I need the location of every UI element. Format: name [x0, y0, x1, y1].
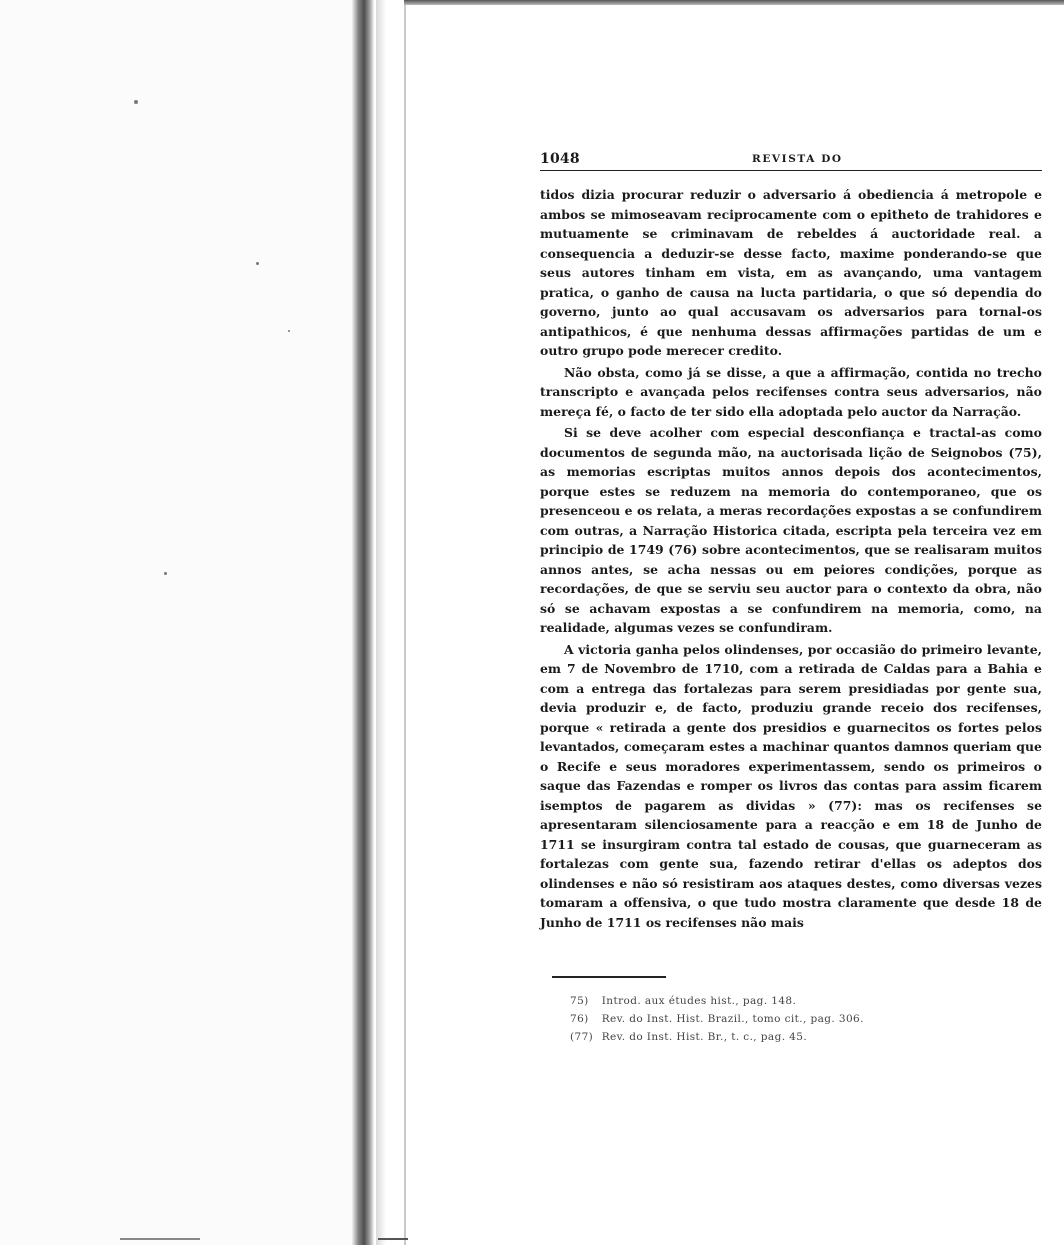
paragraph: A victoria ganha pelos olindenses, por occasião do primeiro levante, em 7 de Novembro de 1710, com a retirada de Caldas para a Bahia e com a entrega das fortalezas para serem presidiadas por gente sua, devia produzir e, de facto, produziu grande receio dos recifenses, porque « retirada a gente dos presidios e guarnecitos os fortes pelos levantados, começaram estes a machinar quantos damnos queriam que o Recife e seus moradores experimentassem, sendo os primeiros o saque das Fazendas e romper os livros das contas para assim ficarem isemptos de pagarem as dividas » (77): mas os recifenses se apresentaram silenciosamente para a reacção e em 18 de Junho de 1711 se insurgiram contra tal estado de cousas, que guarneceram as fortalezas com gente sua, fazendo retirar d'ellas os adeptos dos olindenses e não só resistiram aos ataques destes, como diversas vezes tomaram a offensiva, o que tudo mostra claramente que desde 18 de Junho de 1711 os recifenses não mais — [540, 641, 1042, 930]
paragraph: tidos dizia procurar reduzir o adversario á obediencia á metropole e ambos se mimoseavam reciprocamente com o epitheto de trahidores e mutuamente se criminavam de rebeldes á auctoridade real. a consequencia a deduzir-se desse facto, maxime ponderando-se que seus autores tinham em vista, em as avançando, uma vantagem pratica, o ganho de causa na lucta partidaria, o que só dependia do governo, junto ao qual accusavam os adversarios para tornal-os antipathicos, é que nenhuma dessas affirmações partidas de um e outro grupo pode merecer credito. — [540, 187, 1042, 358]
footnote-text: Rev. do Inst. Hist. Br., t. c., pag. 45. — [601, 1031, 808, 1043]
scan-speck — [288, 330, 290, 332]
scan-mark — [378, 1238, 408, 1240]
book-spine-shadow — [352, 0, 374, 1245]
footnote-text: Rev. do Inst. Hist. Brazil., tomo cit., pag. 306. — [601, 1013, 864, 1025]
footnote-text: Introd. aux études hist., pag. 148. — [601, 995, 797, 1007]
book-page — [540, 148, 1042, 1046]
scan-speck — [134, 100, 138, 104]
footnote-number: (77) — [570, 1031, 594, 1043]
paragraph: Não obsta, como já se disse, a que a affirmação, contida no trecho transcripto e avançada pelos recifenses contra seus adversarios, não mereça fé, o facto de ter sido ella adoptada pelo auctor da Narração. — [540, 364, 1042, 419]
footnote-number: 75) — [570, 995, 589, 1007]
scan-speck — [256, 262, 259, 265]
page-body — [540, 185, 1042, 932]
top-edge-shadow — [404, 0, 1064, 5]
footnote-number: 76) — [570, 1013, 589, 1025]
page-edge-line — [404, 0, 406, 1245]
running-head: REVISTA DO — [752, 153, 843, 165]
scan-left-margin — [0, 0, 360, 1245]
paragraph: Si se deve acolher com especial desconfiança e tractal-as como documentos de segunda mão, na auctorisada lição de Seignobos (75), as memorias escriptas muitos annos depois dos acontecimentos, porque estes se reduzem na memoria do contemporaneo, que os presenceou e os relata, a meras recordações expostas a se confundirem com outras, a Narração Historica citada, escripta pela terceira vez em principio de 1749 (76) sobre acontecimentos, que se realisaram muitos annos antes, se acha nessas ou em peiores condições, porque as recordações, de que se serviu seu auctor para o contexto da obra, não só se achavam expostas a se confundirem na memoria, como, na realidade, algumas vezes se confundiram. — [540, 425, 1042, 635]
footnote-rule — [552, 976, 666, 978]
footnote — [570, 1010, 1042, 1028]
scan-speck — [164, 572, 167, 575]
page-header — [540, 148, 1042, 171]
scan-mark — [120, 1238, 200, 1240]
book-spine-highlight — [376, 0, 386, 1245]
page-number: 1048 — [540, 151, 580, 167]
footnote — [570, 992, 1042, 1010]
footnotes — [570, 992, 1042, 1046]
footnote — [570, 1028, 1042, 1046]
